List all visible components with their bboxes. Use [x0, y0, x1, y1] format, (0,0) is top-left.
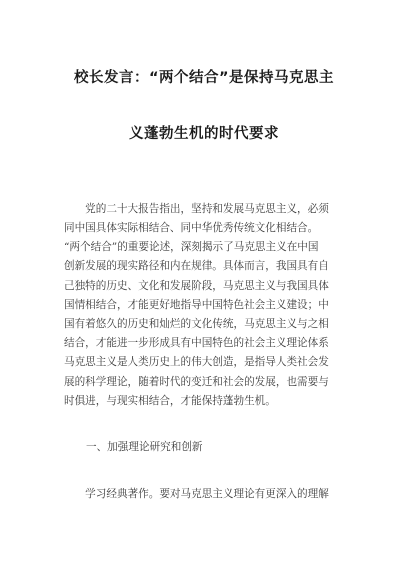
paragraph-line: 展的科学理论，随着时代的变迁和社会的发展，也需要与 — [64, 376, 329, 388]
paragraph-line: 学习经典著作。要对马克思主义理论有更深入的理解 — [64, 488, 329, 500]
paragraph-line: 己独特的历史、文化和发展阶段，马克思主义与我国具体 — [64, 280, 329, 292]
document-title-line-1: 校长发言：“两个结合”是保持马克思主 — [73, 70, 335, 86]
paragraph-line: 结合，才能进一步形成具有中国特色的社会主义理论体系 — [64, 337, 329, 349]
paragraph-line: 国有着悠久的历史和灿烂的文化传统，马克思主义与之相 — [64, 318, 329, 330]
paragraph-line: 创新发展的现实路径和内在规律。具体而言，我国具有自 — [64, 260, 329, 272]
document-title-line-2: 义蓬勃生机的时代要求 — [129, 126, 279, 142]
paragraph-line: “两个结合”的重要论述，深刻揭示了马克思主义在中国 — [64, 241, 319, 253]
paragraph-line: 马克思主义是人类历史上的伟大创造，是指导人类社会发 — [64, 356, 329, 368]
paragraph-line: 同中国具体实际相结合、同中华优秀传统文化相结合。 — [64, 222, 319, 234]
paragraph-line: 时俱进，与现实相结合，才能保持蓬勃生机。 — [64, 395, 276, 407]
paragraph-line: 国情相结合，才能更好地指导中国特色社会主义建设；中 — [64, 299, 329, 311]
section-heading: 一、加强理论研究和创新 — [86, 441, 203, 453]
paragraph-line: 党的二十大报告指出，坚持和发展马克思主义，必须 — [64, 203, 329, 215]
